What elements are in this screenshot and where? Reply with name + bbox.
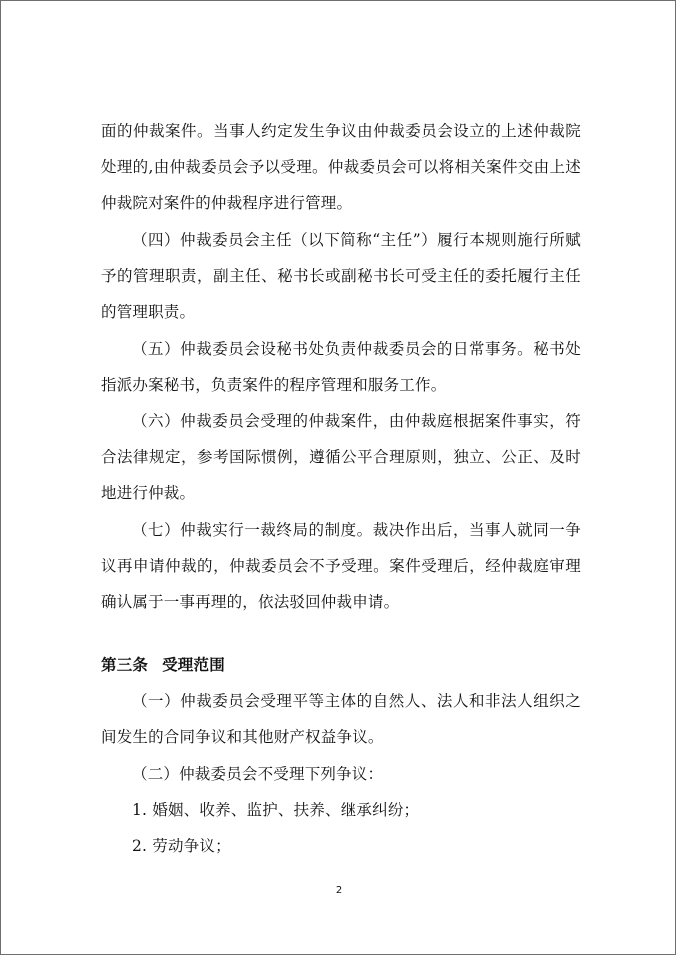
paragraph-line: 指派办案秘书，负责案件的程序管理和服务工作。 <box>101 376 447 394</box>
paragraph-line: （二）仲裁委员会不受理下列争议： <box>132 765 384 783</box>
article-heading <box>101 655 225 675</box>
paragraph-line: （七）仲裁实行一裁终局的制度。裁决作出后，当事人就同一争 <box>132 521 581 539</box>
paragraph-line: 合法律规定，参考国际惯例，遵循公平合理原则，独立、公正、及时 <box>101 448 581 466</box>
paragraph-line: 确认属于一事再理的，依法驳回仲裁申请。 <box>101 593 400 611</box>
list-item: 2. 劳动争议； <box>132 837 231 855</box>
paragraph-line: 处理的,由仲裁委员会予以受理。仲裁委员会可以将相关案件交由上述 <box>101 158 581 176</box>
page-number: 2 <box>335 885 343 896</box>
list-item: 1. 婚姻、收养、监护、扶养、继承纠纷； <box>132 801 420 819</box>
paragraph-line: 议再申请仲裁的，仲裁委员会不予受理。案件受理后，经仲裁庭审理 <box>101 557 581 575</box>
paragraph-line: 的管理职责。 <box>101 303 196 321</box>
paragraph-line: （一）仲裁委员会受理平等主体的自然人、法人和非法人组织之 <box>132 692 581 710</box>
paragraph-line: 仲裁院对案件的仲裁程序进行管理。 <box>101 194 353 212</box>
paragraph-line: 地进行仲裁。 <box>101 484 196 502</box>
article-number: 第三条 <box>101 656 149 674</box>
paragraph-line: （四）仲裁委员会主任（以下简称“主任”）履行本规则施行所赋 <box>132 231 581 249</box>
paragraph-line: 面的仲裁案件。当事人约定发生争议由仲裁委员会设立的上述仲裁院 <box>101 122 581 140</box>
paragraph-line: （五）仲裁委员会设秘书处负责仲裁委员会的日常事务。秘书处 <box>132 340 581 358</box>
paragraph-line: 予的管理职责，副主任、秘书长或副秘书长可受主任的委托履行主任 <box>101 267 581 285</box>
paragraph-line: 间发生的合同争议和其他财产权益争议。 <box>101 728 384 746</box>
paragraph-line: （六）仲裁委员会受理的仲裁案件，由仲裁庭根据案件事实，符 <box>132 412 581 430</box>
article-title: 受理范围 <box>162 656 225 674</box>
